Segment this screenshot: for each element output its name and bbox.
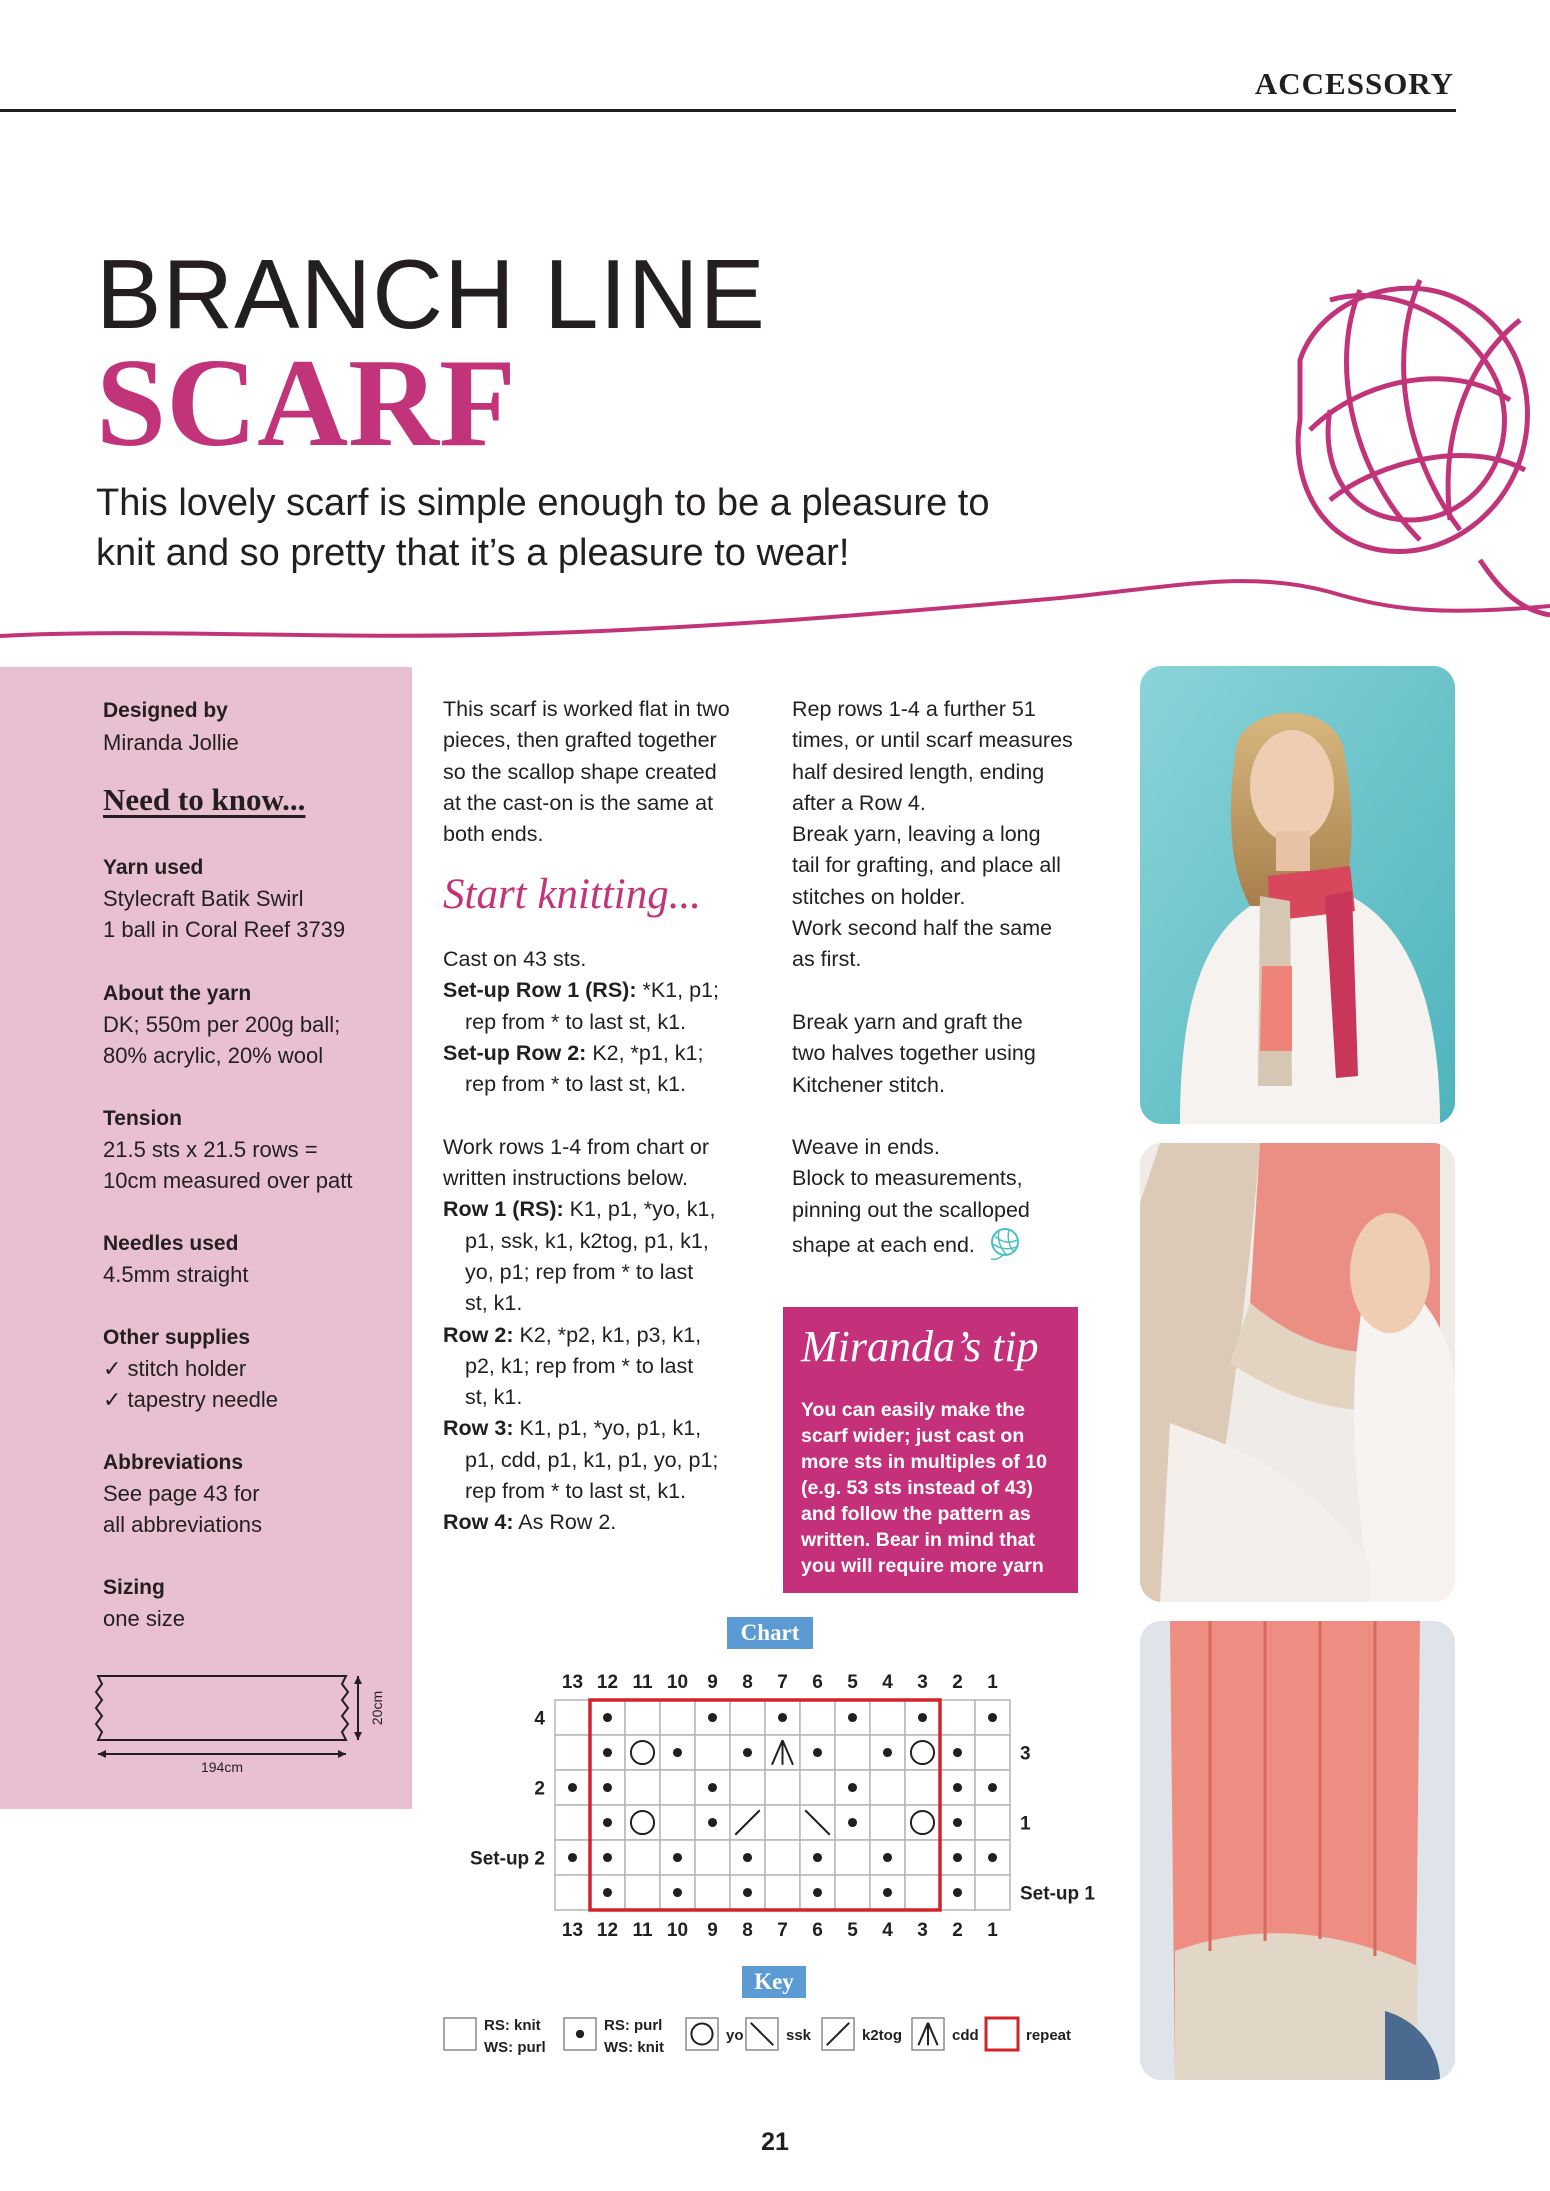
text-line: as first. [792, 947, 862, 972]
designed-label: Designed by [103, 699, 228, 722]
chart-cell [555, 1805, 590, 1840]
chart-cell [905, 1770, 940, 1805]
text-line: tail for grafting, and place all [792, 853, 1061, 878]
finishing-instructions [792, 694, 1122, 1262]
purl-dot [988, 1783, 997, 1792]
key-swatch [986, 2018, 1018, 2050]
column-number-bottom: 12 [596, 1920, 619, 1941]
chart-cell [625, 1770, 660, 1805]
purl-dot [883, 1888, 892, 1897]
chart-cell [835, 1840, 870, 1875]
chart-cell [835, 1735, 870, 1770]
row-label-right: Set-up 1 [1020, 1883, 1095, 1905]
photo-scarf-closeup [1140, 1143, 1455, 1602]
scarf-dimension-diagram [90, 1668, 410, 1778]
text-line: Work rows 1-4 from chart or [443, 1134, 710, 1159]
purl-dot [603, 1783, 612, 1792]
purl-dot [953, 1818, 962, 1827]
chart-cell [695, 1735, 730, 1770]
text-line: Rep rows 1-4 a further 51 [792, 697, 1036, 721]
row-text: p1, ssk, k1, k2tog, p1, k1, [465, 1228, 709, 1253]
chart-cell [555, 1735, 590, 1770]
row-text: rep from * to last st, k1. [465, 1009, 687, 1034]
purl-dot [883, 1853, 892, 1862]
purl-dot [848, 1818, 857, 1827]
column-number-bottom: 10 [666, 1920, 689, 1941]
row-label-left: 2 [534, 1778, 545, 1800]
chart-cell [800, 1700, 835, 1735]
text-line: shape at each end. [792, 1233, 975, 1258]
key-item [822, 2018, 902, 2050]
column-number-bottom: 1 [987, 1920, 998, 1941]
purl-dot [603, 1853, 612, 1862]
intro-paragraph [443, 694, 763, 850]
column-number-top: 12 [596, 1672, 619, 1693]
purl-dot [673, 1888, 682, 1897]
key-label: RS: purl [604, 2017, 663, 2034]
text-line: Break yarn, leaving a long [792, 822, 1041, 847]
row-label: Row 3: [443, 1416, 514, 1441]
purl-dot [743, 1748, 752, 1757]
key-label: WS: purl [484, 2039, 546, 2056]
text-line: written instructions below. [443, 1166, 688, 1191]
abbreviations-line2: all abbreviations [103, 1512, 262, 1537]
yarn-ball-icon [987, 1226, 1023, 1262]
row-2 [443, 1320, 773, 1351]
chart-cell [625, 1700, 660, 1735]
tip-box [783, 1307, 1078, 1593]
supplies-label: Other supplies [103, 1326, 251, 1349]
text-line: half desired length, ending [792, 759, 1045, 784]
scarf-closeup-illustration [1140, 1143, 1455, 1602]
cast-on: Cast on 43 sts. [443, 947, 587, 971]
chart-cell [625, 1875, 660, 1910]
column-number-bottom: 13 [561, 1920, 584, 1941]
yarn-label: Yarn used [103, 856, 204, 879]
width-dimension: 194cm [200, 1759, 244, 1775]
key-item [444, 2017, 546, 2056]
section-label: ACCESSORY [1254, 66, 1454, 101]
column-number-top: 10 [666, 1672, 689, 1693]
row-label: Row 1 (RS): [443, 1197, 564, 1222]
chart-cell [800, 1770, 835, 1805]
tension-line2: 10cm measured over patt [103, 1168, 353, 1193]
purl-dot [568, 1853, 577, 1862]
key-label: k2tog [862, 2027, 903, 2044]
photo-model-wearing-scarf [1140, 666, 1455, 1124]
sizing-label: Sizing [103, 1576, 165, 1599]
chart-cell [625, 1840, 660, 1875]
chart-cell [975, 1875, 1010, 1910]
purl-dot [813, 1853, 822, 1862]
key-item [912, 2018, 979, 2050]
purl-dot [953, 1888, 962, 1897]
purl-dot [673, 1853, 682, 1862]
row-text: K1, p1, *yo, p1, k1, [513, 1416, 702, 1441]
tip-body: You can easily make the scarf wider; just cast on more sts in multiples of 10 (e.g. 53 sts instead of 43) and follow the pattern as written. Bear in mind that you will require more yarn [801, 1399, 1047, 1577]
supply-item: ✓ stitch holder [103, 1356, 247, 1381]
key-label: repeat [1026, 2027, 1072, 2044]
yarn-line2: 1 ball in Coral Reef 3739 [103, 917, 346, 942]
row-label: Set-up Row 2: [443, 1040, 587, 1065]
about-label: About the yarn [103, 982, 252, 1005]
column-number-top: 8 [742, 1672, 753, 1693]
text-line: This scarf is worked flat in two [443, 697, 730, 721]
column-number-bottom: 11 [632, 1920, 653, 1941]
purl-dot [708, 1818, 717, 1827]
purl-dot [988, 1853, 997, 1862]
text-line: pieces, then grafted together [443, 728, 717, 753]
text-line: Weave in ends. [792, 1135, 940, 1160]
about-line2: 80% acrylic, 20% wool [103, 1043, 324, 1068]
chart-key [440, 2004, 1140, 2068]
column-number-bottom: 7 [777, 1920, 788, 1941]
tension-line1: 21.5 sts x 21.5 rows = [103, 1137, 318, 1162]
photo-scarf-detail [1140, 1621, 1455, 2080]
purl-dot [953, 1748, 962, 1757]
purl-dot [988, 1713, 997, 1722]
purl-dot [883, 1748, 892, 1757]
purl-dot [708, 1713, 717, 1722]
title-line2: SCARF [96, 334, 517, 473]
height-dimension: 20cm [369, 1690, 385, 1726]
row-label: Row 4: [443, 1510, 514, 1535]
purl-dot [743, 1853, 752, 1862]
text-line: after a Row 4. [792, 790, 926, 815]
text-line: so the scallop shape created [443, 759, 717, 784]
yarn-line1: Stylecraft Batik Swirl [103, 886, 304, 911]
page-number: 21 [761, 2128, 789, 2156]
row-label-right: 1 [1020, 1813, 1031, 1835]
purl-dot [953, 1853, 962, 1862]
key-item [986, 2018, 1071, 2050]
chart-cell [905, 1875, 940, 1910]
text-line: both ends. [443, 822, 544, 847]
row-text: p2, k1; rep from * to last [465, 1353, 694, 1378]
purl-dot [848, 1783, 857, 1792]
abbreviations-label: Abbreviations [103, 1451, 244, 1474]
key-title: Key [742, 1966, 806, 1998]
abbreviations-line1: See page 43 for [103, 1481, 260, 1506]
need-to-know-heading: Need to know... [103, 782, 306, 817]
chart-cell [940, 1700, 975, 1735]
purl-dot [953, 1783, 962, 1792]
purl-dot [778, 1713, 787, 1722]
setup-row1 [443, 975, 773, 1006]
purl-dot [603, 1818, 612, 1827]
text-line: pinning out the scalloped [792, 1197, 1030, 1222]
column-number-top: 9 [707, 1672, 718, 1693]
designer-name: Miranda Jollie [103, 730, 239, 755]
row-text: *K1, p1; [636, 978, 719, 1003]
chart-cell [765, 1875, 800, 1910]
tension-label: Tension [103, 1107, 182, 1130]
start-knitting-heading: Start knitting... [443, 871, 701, 918]
chart-title: Chart [727, 1617, 813, 1649]
column-number-top: 5 [847, 1672, 858, 1693]
row-text: K2, *p2, k1, p3, k1, [513, 1322, 702, 1347]
row-label-left: 4 [534, 1708, 545, 1730]
column-number-top: 2 [952, 1672, 963, 1693]
about-line1: DK; 550m per 200g ball; [103, 1012, 341, 1037]
purl-dot [673, 1748, 682, 1757]
setup-row2 [443, 1038, 773, 1069]
key-label: WS: knit [604, 2039, 664, 2056]
last-line [792, 1226, 1122, 1262]
knitting-chart [460, 1660, 1100, 1960]
purl-dot [813, 1748, 822, 1757]
column-number-bottom: 9 [707, 1920, 718, 1941]
key-item [564, 2017, 664, 2056]
chart-cell [695, 1840, 730, 1875]
chart-cell [765, 1840, 800, 1875]
row-text: rep from * to last st, k1. [465, 1072, 687, 1097]
chart-cell [975, 1735, 1010, 1770]
text-line: Work second half the same [792, 916, 1053, 941]
purl-dot [918, 1713, 927, 1722]
row-label: Row 2: [443, 1322, 514, 1347]
text-line: two halves together using [792, 1041, 1036, 1066]
chart-cell [870, 1805, 905, 1840]
column-number-bottom: 5 [847, 1920, 858, 1941]
purl-dot [743, 1888, 752, 1897]
model-photo-illustration [1140, 666, 1455, 1124]
row-text: K2, *p1, k1; [586, 1040, 704, 1065]
text-line: at the cast-on is the same at [443, 790, 714, 815]
purl-dot [848, 1713, 857, 1722]
chart-cell [835, 1875, 870, 1910]
chart-cell [870, 1700, 905, 1735]
text-line: Break yarn and graft the [792, 1009, 1023, 1034]
column-number-top: 7 [777, 1672, 788, 1693]
row-text: yo, p1; rep from * to last [465, 1259, 694, 1284]
chart-cell [730, 1700, 765, 1735]
instructions [443, 944, 773, 1539]
row-1 [443, 1194, 773, 1225]
column-number-bottom: 3 [917, 1920, 928, 1941]
chart-cell [765, 1805, 800, 1840]
header-rule [0, 109, 1456, 112]
purl-dot [576, 2030, 584, 2038]
text-line: Block to measurements, [792, 1166, 1023, 1191]
title-line1: BRANCH LINE [96, 239, 766, 349]
row-text: st, k1. [465, 1385, 523, 1410]
column-number-top: 11 [632, 1672, 653, 1693]
column-number-bottom: 8 [742, 1920, 753, 1941]
column-number-top: 13 [561, 1672, 584, 1693]
purl-dot [568, 1783, 577, 1792]
chart-cell [660, 1805, 695, 1840]
purl-dot [813, 1888, 822, 1897]
row-text: rep from * to last st, k1. [465, 1479, 687, 1504]
key-swatch [444, 2018, 476, 2050]
tip-heading: Miranda’s tip [801, 1322, 1039, 1371]
chart-cell [555, 1875, 590, 1910]
needles-value: 4.5mm straight [103, 1262, 249, 1287]
row-label-right: 3 [1020, 1743, 1031, 1765]
chart-cell [660, 1770, 695, 1805]
scarf-detail-illustration [1140, 1621, 1455, 2080]
subtitle: This lovely scarf is simple enough to be a pleasure to knit and so pretty that it’s a pleasure to wear! [96, 482, 990, 574]
purl-dot [603, 1888, 612, 1897]
row-text: p1, cdd, p1, k1, p1, yo, p1; [465, 1447, 719, 1472]
row-text: As Row 2. [513, 1510, 617, 1535]
chart-cell [975, 1805, 1010, 1840]
text-line: Kitchener stitch. [792, 1072, 945, 1097]
sizing-value: one size [103, 1606, 185, 1631]
key-item [686, 2018, 744, 2050]
text-line: times, or until scarf measures [792, 728, 1073, 753]
chart-cell [905, 1840, 940, 1875]
key-item [746, 2018, 812, 2050]
row-4 [443, 1507, 773, 1538]
column-number-top: 1 [987, 1672, 998, 1693]
row-label-left: Set-up 2 [470, 1848, 545, 1870]
row-text: st, k1. [465, 1291, 523, 1316]
chart-cell [765, 1770, 800, 1805]
purl-dot [603, 1748, 612, 1757]
chart-cell [660, 1700, 695, 1735]
chart-cell [870, 1770, 905, 1805]
purl-dot [708, 1783, 717, 1792]
key-label: yo [726, 2027, 744, 2044]
column-number-bottom: 6 [812, 1920, 823, 1941]
chart-cell [555, 1700, 590, 1735]
column-number-bottom: 4 [882, 1920, 893, 1941]
chart-cell [730, 1770, 765, 1805]
chart-cell [695, 1875, 730, 1910]
key-label: ssk [786, 2027, 812, 2044]
text-line: stitches on holder. [792, 884, 966, 909]
key-label: RS: knit [484, 2017, 541, 2034]
column-number-bottom: 2 [952, 1920, 963, 1941]
row-label: Set-up Row 1 (RS): [443, 978, 637, 1003]
column-number-top: 3 [917, 1672, 928, 1693]
supply-item: ✓ tapestry needle [103, 1387, 278, 1412]
purl-dot [603, 1713, 612, 1722]
wavy-rule [0, 581, 1550, 636]
row-3 [443, 1413, 773, 1444]
needles-label: Needles used [103, 1232, 239, 1255]
key-label: cdd [952, 2027, 979, 2044]
column-number-top: 4 [882, 1672, 893, 1693]
row-text: K1, p1, *yo, k1, [563, 1197, 716, 1222]
column-number-top: 6 [812, 1672, 823, 1693]
